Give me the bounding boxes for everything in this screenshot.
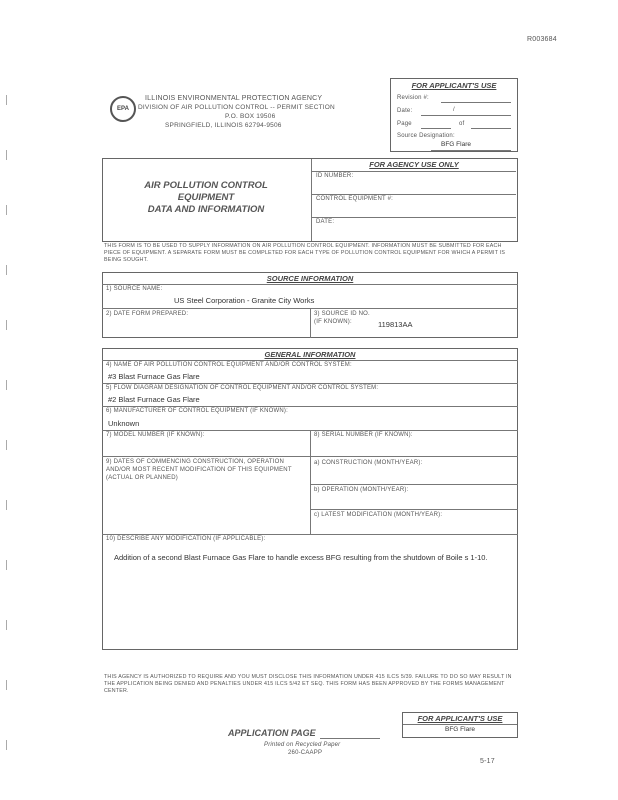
- agency-date-label: DATE:: [316, 219, 335, 225]
- form-title-line3: DATA AND INFORMATION: [147, 204, 265, 215]
- applicant-box-title: FOR APPLICANT'S USE: [411, 81, 497, 90]
- page-label: Page: [397, 121, 412, 127]
- intro-text: THIS FORM IS TO BE USED TO SUPPLY INFORMATION ON AIR POLLUTION CONTROL EQUIPMENT. INFORMATION MUST BE SUBMITTED FOR EACH PIECE OF EQUIPMENT. A SEPARATE FORM MUST BE COMPLETED FOR EACH TYPE OF POLLUTION CONTROL EQUIPMENT FOR WHICH A PERMIT IS BEING SOUGHT.: [104, 243, 506, 263]
- date-value: /: [453, 107, 455, 113]
- agency-id-label: ID NUMBER:: [316, 173, 354, 179]
- q4-value: #3 Blast Furnace Gas Flare: [108, 372, 200, 381]
- q9c-label: c) LATEST MODIFICATION (MONTH/YEAR):: [314, 512, 443, 518]
- general-info-title: GENERAL INFORMATION: [264, 350, 356, 359]
- form-title: [104, 180, 308, 216]
- printed-on-label: Printed on Recycled Paper: [264, 742, 341, 748]
- revision-label: Revision #:: [397, 95, 429, 101]
- q9-label: 9) DATES OF COMMENCING CONSTRUCTION, OPERATION AND/OR MOST RECENT MODIFICATION OF THIS EQUIPMENT (ACTUAL OR PLANNED): [106, 459, 292, 481]
- division-name: DIVISION OF AIR POLLUTION CONTROL -- PERMIT SECTION: [138, 104, 335, 111]
- q7-label: 7) MODEL NUMBER (IF KNOWN):: [106, 432, 205, 438]
- applicant-use-box: [390, 78, 518, 152]
- form-code: 260-CAAPP: [288, 750, 323, 756]
- footer-applicant-title: FOR APPLICANT'S USE: [417, 714, 503, 723]
- q9a-label: a) CONSTRUCTION (MONTH/YEAR):: [314, 460, 423, 466]
- po-box: P.O. BOX 19506: [225, 113, 276, 120]
- q6-label: 6) MANUFACTURER OF CONTROL EQUIPMENT (IF KNOWN):: [106, 408, 288, 414]
- application-page-label: APPLICATION PAGE: [228, 728, 316, 738]
- source-id-value: 119813AA: [378, 320, 413, 329]
- footer-applicant-value: BFG Flare: [445, 726, 475, 733]
- source-designation-value: BFG Flare: [441, 141, 471, 148]
- source-designation-label: Source Designation:: [397, 133, 455, 139]
- form-title-line1: AIR POLLUTION CONTROL: [144, 180, 268, 191]
- footer-applicant-box: [402, 712, 518, 738]
- agency-name: ILLINOIS ENVIRONMENTAL PROTECTION AGENCY: [145, 95, 323, 102]
- q10-value: Addition of a second Blast Furnace Gas Flare to handle excess BFG resulting from the shutdown of Boile s 1-10.: [114, 553, 488, 562]
- q9b-label: b) OPERATION (MONTH/YEAR):: [314, 487, 409, 493]
- document-id: R003684: [527, 36, 557, 43]
- q8-label: 8) SERIAL NUMBER (IF KNOWN):: [314, 432, 413, 438]
- q4-label: 4) NAME OF AIR POLLUTION CONTROL EQUIPMENT AND/OR CONTROL SYSTEM:: [106, 362, 352, 368]
- date-prepared-label: 2) DATE FORM PREPARED:: [106, 311, 189, 317]
- logo-text: EPA: [117, 106, 129, 112]
- date-label: Date:: [397, 108, 413, 114]
- agency-city: SPRINGFIELD, ILLINOIS 62794-9506: [165, 122, 282, 129]
- page-of: of: [459, 121, 465, 127]
- q10-label: 10) DESCRIBE ANY MODIFICATION (IF APPLICABLE):: [106, 536, 266, 542]
- q5-label: 5) FLOW DIAGRAM DESIGNATION OF CONTROL EQUIPMENT AND/OR CONTROL SYSTEM:: [106, 385, 379, 391]
- form-title-line2: EQUIPMENT: [177, 192, 235, 203]
- agency-logo: [110, 96, 136, 122]
- agency-point-label: CONTROL EQUIPMENT #:: [316, 196, 394, 202]
- q5-value: #2 Blast Furnace Gas Flare: [108, 395, 200, 404]
- source-name-label: 1) SOURCE NAME:: [106, 286, 163, 292]
- legal-text: THIS AGENCY IS AUTHORIZED TO REQUIRE AND YOU MUST DISCLOSE THIS INFORMATION UNDER 415 ILCS 5/39. FAILURE TO DO SO MAY RESULT IN THE APPLICATION BEING DENIED AND PENALTIES UNDER 415 ILCS 5/42 ET SEQ. THIS FORM HAS BEEN APPROVED BY THE FORMS MANAGEMENT CENTER.: [104, 674, 512, 694]
- source-id-label: 3) SOURCE ID NO. (IF KNOWN):: [314, 311, 370, 325]
- page-number: 5-17: [480, 758, 495, 765]
- q6-value: Unknown: [108, 419, 140, 428]
- agency-use-title: FOR AGENCY USE ONLY: [369, 160, 459, 169]
- source-name-value: US Steel Corporation - Granite City Works: [174, 296, 315, 305]
- source-info-title: SOURCE INFORMATION: [266, 274, 354, 283]
